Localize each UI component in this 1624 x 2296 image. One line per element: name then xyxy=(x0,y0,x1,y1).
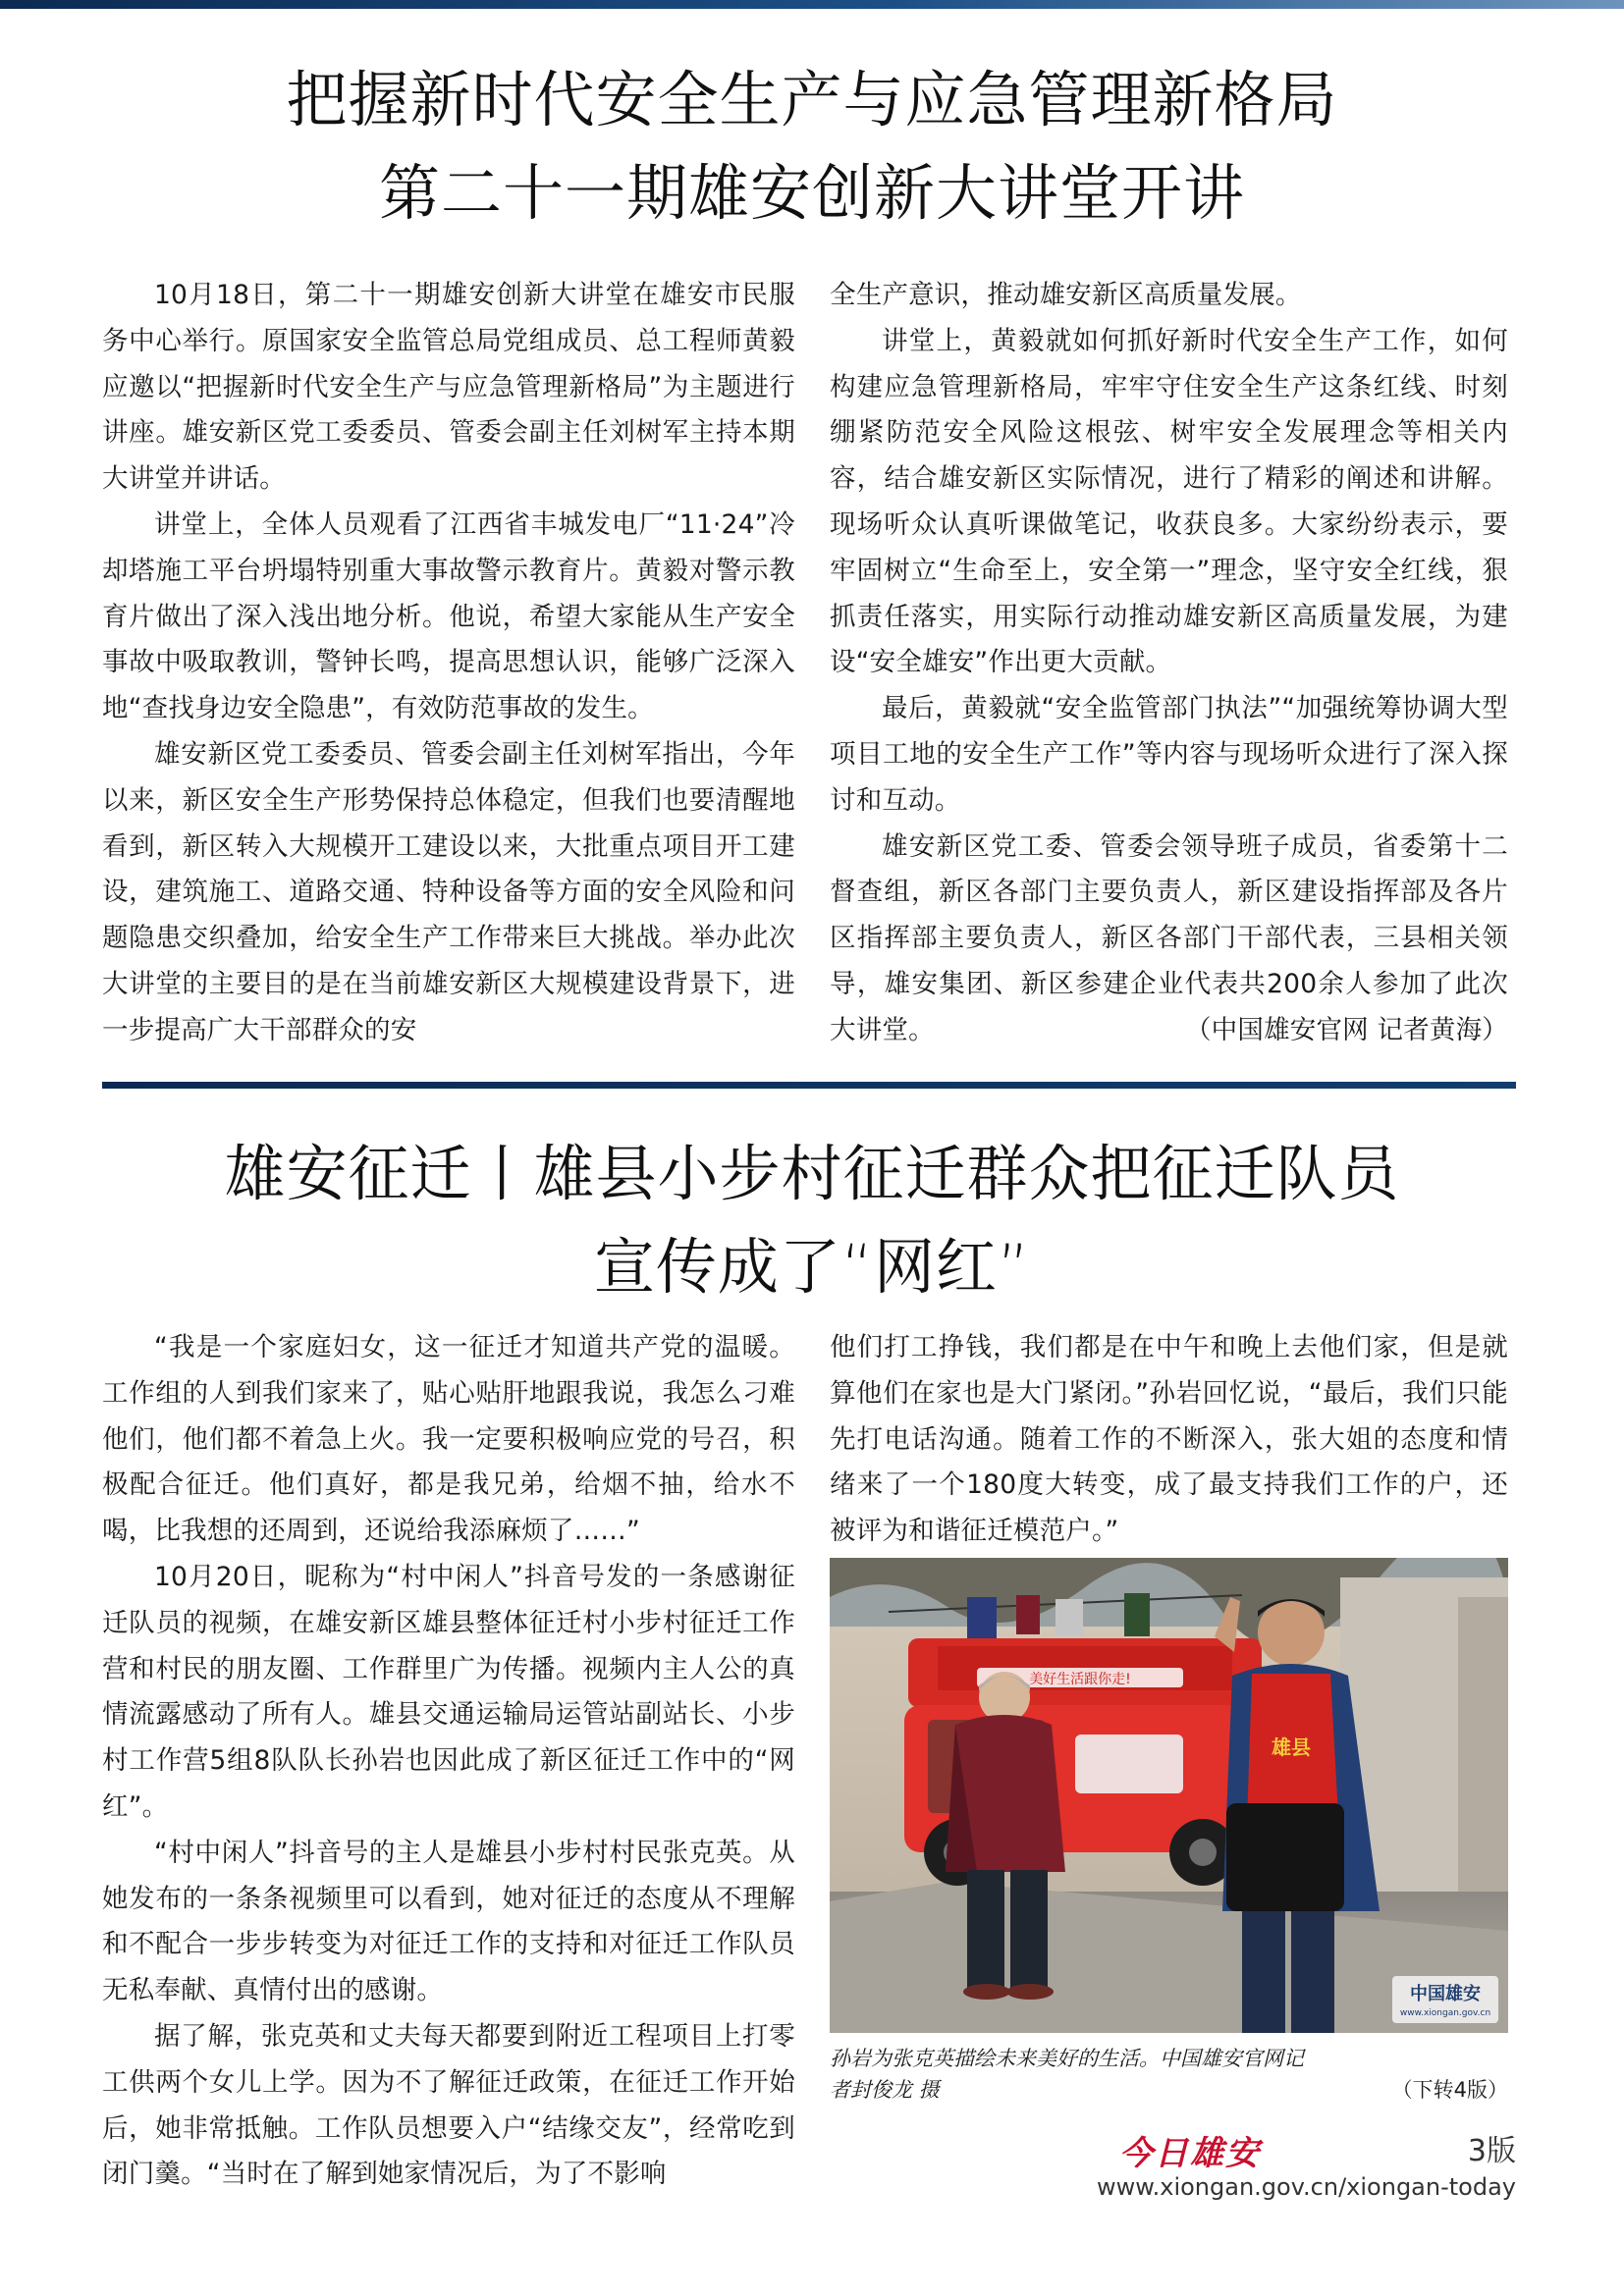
photo-caption xyxy=(830,2043,1508,2106)
article1-paragraph: 最后，黄毅就“安全监管部门执法”“加强统筹协调大型项目工地的安全生产工作”等内容与现场听众进行了深入探讨和互动。 xyxy=(830,693,1508,816)
article2-paragraph: “村中闲人”抖音号的主人是雄县小步村村民张克英。从她发布的一条条视频里可以看到，她对征迁的态度从不理解和不配合一步步转变为对征迁工作的支持和对征迁工作队员无私奉献、真情付出的感谢。 xyxy=(102,1837,795,2006)
article1-last-text: 雄安新区党工委、管委会领导班子成员，省委第十二督查组，新区各部门主要负责人，新区建设指挥部及各片区指挥部主要负责人，新区各部门干部代表，三县相关领导，雄安集团、新区参建企业代表共200余人参加了此次大讲堂。 xyxy=(830,830,1508,1045)
article1-title-line2: 第二十一期雄安创新大讲堂开讲 xyxy=(378,157,1245,229)
photo-watermark: 中国雄安 xyxy=(1410,1984,1481,2004)
article1-right-column xyxy=(830,273,1508,1054)
article1-paragraph: 雄安新区党工委委员、管委会副主任刘树军指出，今年以来，新区安全生产形势保持总体稳定，但我们也要清醒地看到，新区转入大规模开工建设以来，大批重点项目开工建设，建筑施工、道路交通、特种设备等方面的安全风险和问题隐患交织叠加，给安全生产工作带来巨大挑战。举办此次大讲堂的主要目的是在当前雄安新区大规模建设背景下，进一步提高广大干部群众的安 xyxy=(102,738,795,1045)
article2-right-column xyxy=(830,1325,1508,1555)
article2-title-line1: 雄安征迁丨雄县小步村征迁群众把征迁队员 xyxy=(224,1138,1400,1209)
article2-left-column xyxy=(102,1325,795,2198)
article-divider xyxy=(102,1082,1516,1089)
article2-paragraph: 他们打工挣钱，我们都是在中午和晚上去他们家，但是就算他们在家也是大门紧闭。”孙岩回忆说，“最后，我们只能先打电话沟通。随着工作的不断深入，张大姐的态度和情绪来了一个180度大转变，成了最支持我们工作的户，还被评为和谐征迁模范户。” xyxy=(830,1332,1508,1547)
page-number: 3版 xyxy=(1467,2134,1516,2168)
article1-paragraph: 10月18日，第二十一期雄安创新大讲堂在雄安市民服务中心举行。原国家安全监管总局党组成员、总工程师黄毅应邀以“把握新时代安全生产与应急管理新格局”为主题进行讲座。雄安新区党工委委员、管委会副主任刘树军主持本期大讲堂并讲话。 xyxy=(102,280,795,495)
article1-title-line1: 把握新时代安全生产与应急管理新格局 xyxy=(286,64,1338,135)
vest-text: 雄县 xyxy=(1272,1735,1311,1759)
article2-paragraph: 10月20日，昵称为“村中闲人”抖音号发的一条感谢征迁队员的视频，在雄安新区雄县整体征迁村小步村征迁工作营和村民的朋友圈、工作群里广为传播。视频内主人公的真情流露感动了所有人。雄县交通运输局运管站副站长、小步村工作营5组8队队长孙岩也因此成了新区征迁工作中的“网红”。 xyxy=(102,1561,795,1822)
article1-paragraph: 讲堂上，黄毅就如何抓好新时代安全生产工作，如何构建应急管理新格局，牢牢守住安全生产这条红线、时刻绷紧防范安全风险这根弦、树牢安全发展理念等相关内容，结合雄安新区实际情况，进行了精彩的阐述和讲解。现场听众认真听课做笔记，收获良多。大家纷纷表示，要牢固树立“生命至上，安全第一”理念，坚守安全红线，狠抓责任落实，用实际行动推动雄安新区高质量发展，为建设“安全雄安”作出更大贡献。 xyxy=(830,325,1508,678)
photo-illustration xyxy=(830,1558,1508,2033)
caption-line2-row xyxy=(830,2074,1508,2106)
article1-byline: （中国雄安官网 记者黄海） xyxy=(1184,1014,1508,1045)
photo-watermark-url: www.xiongan.gov.cn xyxy=(1399,2008,1491,2018)
article2-headline xyxy=(0,1127,1624,1313)
news-photo xyxy=(830,1558,1508,2033)
article1-paragraph: 全生产意识，推动雄安新区高质量发展。 xyxy=(830,280,1302,310)
continued-notice: （下转4版） xyxy=(1391,2078,1508,2102)
article2-paragraph: 据了解，张克英和丈夫每天都要到附近工程项目上打零工供两个女儿上学。因为不了解征迁政策，在征迁工作开始后，她非常抵触。工作队员想要入户“结缘交友”，经常吃到闭门羹。“当时在了解到她家情况后，为了不影响 xyxy=(102,2020,795,2190)
top-color-bar xyxy=(0,0,1624,9)
article2-title-line2: 宣传成了“网红” xyxy=(593,1231,1031,1303)
article1-headline xyxy=(0,53,1624,240)
footer-url: www.xiongan.gov.cn/xiongan-today xyxy=(1096,2173,1516,2201)
article2-paragraph: “我是一个家庭妇女，这一征迁才知道共产党的温暖。工作组的人到我们家来了，贴心贴肝地跟我说，我怎么刁难他们，他们都不着急上火。我一定要积极响应党的号召，积极配合征迁。他们真好，都是我兄弟，给烟不抽，给水不喝，比我想的还周到，还说给我添麻烦了……” xyxy=(102,1332,795,1547)
caption-line1: 孙岩为张克英描绘未来美好的生活。中国雄安官网记 xyxy=(830,2047,1304,2070)
article1-paragraph-last xyxy=(830,825,1508,1054)
article1-paragraph: 讲堂上，全体人员观看了江西省丰城发电厂“11·24”冷却塔施工平台坍塌特别重大事故警示教育片。黄毅对警示教育片做出了深入浅出地分析。他说，希望大家能从生产安全事故中吸取教训，警钟长鸣，提高思想认识，能够广泛深入地“查找身边安全隐患”，有效防范事故的发生。 xyxy=(102,508,795,724)
caption-line2: 者封俊龙 摄 xyxy=(830,2078,940,2102)
newspaper-logo: 今日雄安 xyxy=(1119,2134,1261,2173)
banner-text: 美好生活跟你走! xyxy=(1029,1672,1131,1687)
article1-left-column xyxy=(102,273,795,1054)
